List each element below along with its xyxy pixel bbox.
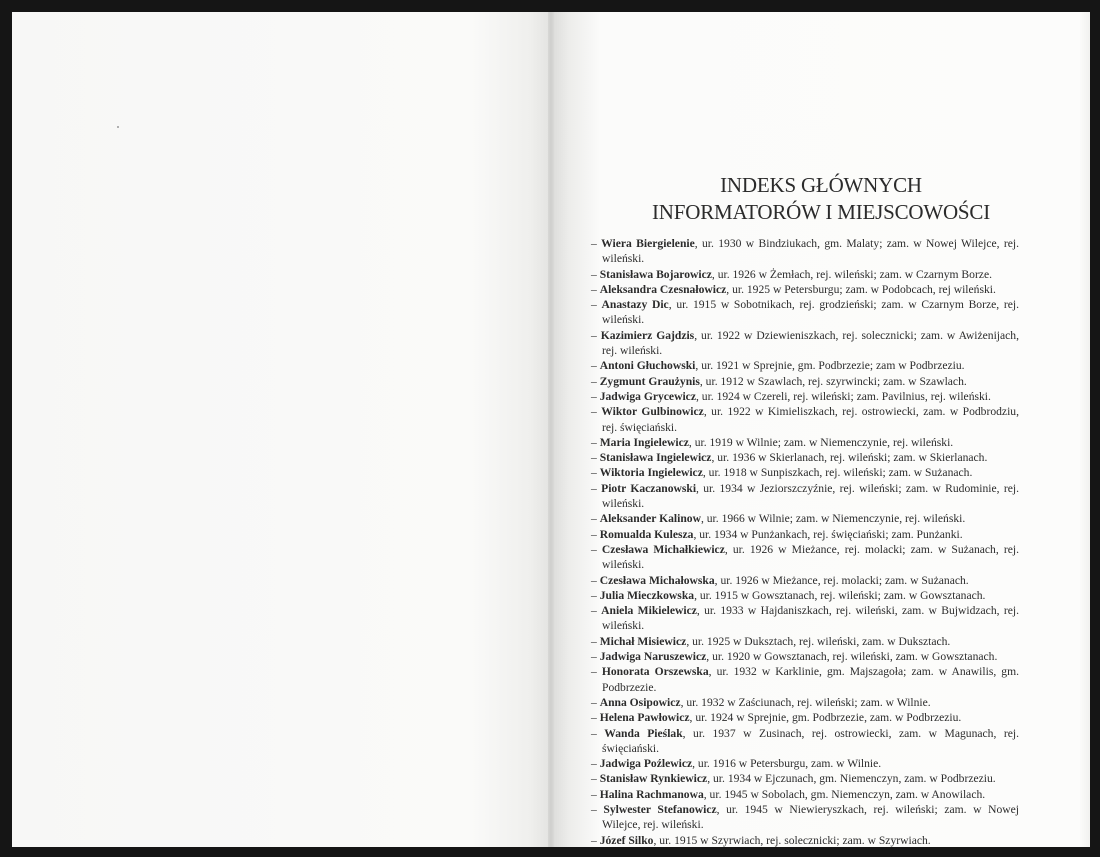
informant-name: Helena Pawłowicz: [599, 711, 690, 725]
informant-details: , ur. 1920 w Gowsztanach, rej. wileński, zam. w Gowsztanach.: [706, 650, 998, 664]
entry-dash: –: [591, 374, 600, 388]
list-item: [591, 542, 1019, 573]
entry-dash: –: [591, 787, 600, 801]
informant-name: Sylwester Stefanowicz: [603, 802, 717, 816]
list-item: [591, 588, 1019, 603]
list-item: [591, 710, 1019, 725]
list-item: [591, 481, 1019, 512]
entry-dash: –: [591, 757, 600, 771]
entry-dash: –: [591, 435, 600, 449]
list-item: [591, 389, 1019, 404]
list-item: [591, 787, 1019, 802]
entry-dash: –: [591, 573, 600, 587]
entry-dash: –: [591, 634, 600, 648]
left-page-blank: [12, 12, 552, 847]
list-item: [591, 328, 1019, 359]
informant-details: , ur. 1926 w Mieżance, rej. molacki; zam. w Sużanach.: [714, 573, 969, 587]
informant-details: , ur. 1937 w Zusinach, rej. ostrowiecki, zam. w Magunach, rej. święciański.: [602, 726, 1019, 755]
informant-name: Anastazy Dic: [601, 298, 669, 312]
entry-dash: –: [591, 833, 600, 847]
informant-details: , ur. 1926 w Żemłach, rej. wileński; zam. w Czarnym Borze.: [711, 267, 992, 281]
informant-details: , ur. 1945 w Sobolach, gm. Niemenczyn, zam. w Anowilach.: [703, 787, 986, 801]
informant-details: , ur. 1933 w Hajdaniszkach, rej. wileński, zam. w Bujwidzach, rej. wileński.: [602, 604, 1019, 633]
list-item: [591, 511, 1019, 526]
informant-details: , ur. 1945 w Niewieryszkach, rej. wileński; zam. w Nowej Wilejce, rej. wileński.: [602, 802, 1019, 832]
informant-name: Józef Silko: [599, 833, 654, 847]
list-item: [591, 603, 1019, 634]
informant-name: Piotr Kaczanowski: [601, 481, 697, 495]
informant-details: , ur. 1932 w Karklinie, gm. Majszagoła; zam. w Anawilis, gm. Podbrzezie.: [602, 665, 1019, 694]
list-item: [591, 802, 1019, 833]
informant-name: Maria Ingielewicz: [599, 435, 689, 449]
informant-name: Jadwiga Grycewicz: [599, 389, 696, 403]
entry-dash: –: [591, 328, 601, 342]
list-item: [591, 374, 1019, 389]
informant-details: , ur. 1934 w Ejczunach, gm. Niemenczyn, zam. w Podbrzeziu.: [707, 772, 996, 786]
entry-dash: –: [591, 466, 600, 480]
informant-details: , ur. 1930 w Bindziukach, gm. Malaty; zam. w Nowej Wilejce, rej. wileński.: [602, 237, 1019, 266]
list-item: [591, 465, 1019, 480]
informant-name: Aleksander Kalinow: [599, 512, 701, 526]
entry-dash: –: [591, 588, 600, 602]
informant-details: , ur. 1936 w Skierlanach, rej. wileński; zam. w Skierlanach.: [711, 451, 988, 465]
informant-details: , ur. 1934 w Jeziorszczyźnie, rej. wileński; zam. w Rudominie, rej. wileński.: [602, 481, 1020, 511]
entry-dash: –: [591, 267, 600, 281]
list-item: [591, 695, 1019, 710]
informant-name: Wiktor Gulbinowicz: [601, 405, 704, 419]
list-item: [591, 573, 1019, 588]
entry-dash: –: [591, 542, 602, 556]
entry-dash: –: [591, 726, 605, 740]
entry-dash: –: [591, 282, 600, 296]
informant-details: , ur. 1921 w Sprejnie, gm. Podbrzezie; zam w Podbrzeziu.: [695, 359, 965, 373]
informant-details: , ur. 1934 w Punżankach, rej. święciański; zam. Punżanki.: [693, 527, 963, 541]
informant-name: Honorata Orszewska: [601, 665, 709, 679]
entry-dash: –: [591, 802, 604, 816]
informant-details: , ur. 1922 w Dziewieniszkach, rej. solecznicki; zam. w Awiżenijach, rej. wileński.: [602, 328, 1020, 358]
informant-name: Michał Misiewicz: [599, 634, 687, 648]
informant-name: Stanisław Rynkiewicz: [599, 772, 708, 786]
entry-dash: –: [591, 389, 600, 403]
entry-dash: –: [591, 711, 600, 725]
informant-name: Anna Osipowicz: [599, 695, 681, 709]
index-title-line-1: INDEKS GŁÓWNYCH: [720, 173, 922, 197]
informant-name: Stanisława Bojarowicz: [599, 267, 712, 281]
informant-name: Aniela Mikielewicz: [601, 604, 697, 618]
informant-details: , ur. 1932 w Zaściunach, rej. wileński; zam. w Wilnie.: [680, 695, 931, 709]
informant-details: , ur. 1918 w Sunpiszkach, rej. wileński; zam. w Sużanach.: [702, 466, 973, 480]
index-title-line-2: INFORMATORÓW I MIEJSCOWOŚCI: [651, 200, 991, 224]
informant-name: Jadwiga Poźlewicz: [599, 757, 693, 771]
informant-name: Stanisława Ingielewicz: [599, 451, 712, 465]
informant-list: [591, 236, 1019, 848]
list-item: [591, 297, 1019, 328]
entry-dash: –: [591, 650, 600, 664]
informant-name: Zygmunt Graużynis: [599, 374, 700, 388]
entry-dash: –: [591, 405, 602, 419]
entry-dash: –: [591, 237, 602, 250]
informant-name: Romualda Kulesza: [599, 527, 694, 541]
informant-name: Kazimierz Gajdzis: [600, 328, 695, 342]
informant-details: , ur. 1915 w Gowsztanach, rej. wileński; zam. w Gowsztanach.: [694, 588, 986, 602]
informant-details: , ur. 1915 w Szyrwiach, rej. solecznicki; zam. w Szyrwiach.: [653, 833, 931, 847]
page-edge: [1080, 12, 1090, 847]
informant-details: , ur. 1925 w Petersburgu; zam. w Podobcach, rej wileński.: [726, 282, 996, 296]
informant-details: , ur. 1926 w Mieżance, rej. molacki; zam. w Sużanach, rej. wileński.: [602, 542, 1019, 572]
informant-name: Jadwiga Naruszewicz: [599, 650, 707, 664]
informant-details: , ur. 1916 w Petersburgu, zam. w Wilnie.: [692, 757, 882, 771]
index-title: [552, 172, 1090, 226]
entry-dash: –: [591, 695, 600, 709]
informant-name: Antoni Głuchowski: [599, 359, 696, 373]
informant-name: Julia Mieczkowska: [599, 588, 695, 602]
entry-dash: –: [591, 481, 602, 495]
list-item: [591, 450, 1019, 465]
entry-dash: –: [591, 359, 600, 373]
list-item: [591, 664, 1019, 695]
list-item: [591, 358, 1019, 373]
list-item: [591, 634, 1019, 649]
entry-dash: –: [591, 298, 602, 312]
informant-details: , ur. 1915 w Sobotnikach, rej. grodzieński; zam. w Czarnym Borze, rej. wileński.: [602, 298, 1019, 327]
entry-dash: –: [591, 772, 600, 786]
entry-dash: –: [591, 527, 600, 541]
informant-details: , ur. 1924 w Czereli, rej. wileński; zam. Pavilnius, rej. wileński.: [695, 389, 991, 403]
paper-speck: [117, 126, 119, 128]
list-item: [591, 833, 1019, 848]
entry-dash: –: [591, 665, 602, 679]
list-item: [591, 236, 1019, 267]
informant-details: , ur. 1924 w Sprejnie, gm. Podbrzezie, zam. w Podbrzeziu.: [689, 711, 962, 725]
informant-name: Czesława Michałowska: [599, 573, 715, 587]
list-item: [591, 404, 1019, 435]
entry-dash: –: [591, 451, 600, 465]
informant-name: Aleksandra Czesnałowicz: [599, 282, 727, 296]
entry-dash: –: [591, 604, 602, 618]
list-item: [591, 435, 1019, 450]
informant-details: , ur. 1922 w Kimieliszkach, rej. ostrowiecki, zam. w Podbrodziu, rej. święciański.: [602, 405, 1019, 434]
list-item: [591, 282, 1019, 297]
informant-details: , ur. 1919 w Wilnie; zam. w Niemenczynie, rej. wileński.: [688, 435, 954, 449]
list-item: [591, 527, 1019, 542]
informant-name: Wiktoria Ingielewicz: [599, 466, 703, 480]
informant-name: Halina Rachmanowa: [599, 787, 704, 801]
informant-details: , ur. 1925 w Duksztach, rej. wileński, zam. w Duksztach.: [686, 634, 951, 648]
entry-dash: –: [591, 512, 600, 526]
list-item: [591, 771, 1019, 786]
informant-name: Czesława Michałkiewicz: [601, 542, 725, 556]
list-item: [591, 649, 1019, 664]
book-gutter: [548, 12, 554, 847]
informant-name: Wiera Biergielenie: [601, 237, 695, 250]
informant-details: , ur. 1966 w Wilnie; zam. w Niemenczynie, rej. wileński.: [700, 512, 966, 526]
list-item: [591, 756, 1019, 771]
informant-details: , ur. 1912 w Szawlach, rej. szyrwincki; zam. w Szawlach.: [699, 374, 967, 388]
list-item: [591, 267, 1019, 282]
informant-name: Wanda Pieślak: [604, 726, 683, 740]
list-item: [591, 726, 1019, 757]
